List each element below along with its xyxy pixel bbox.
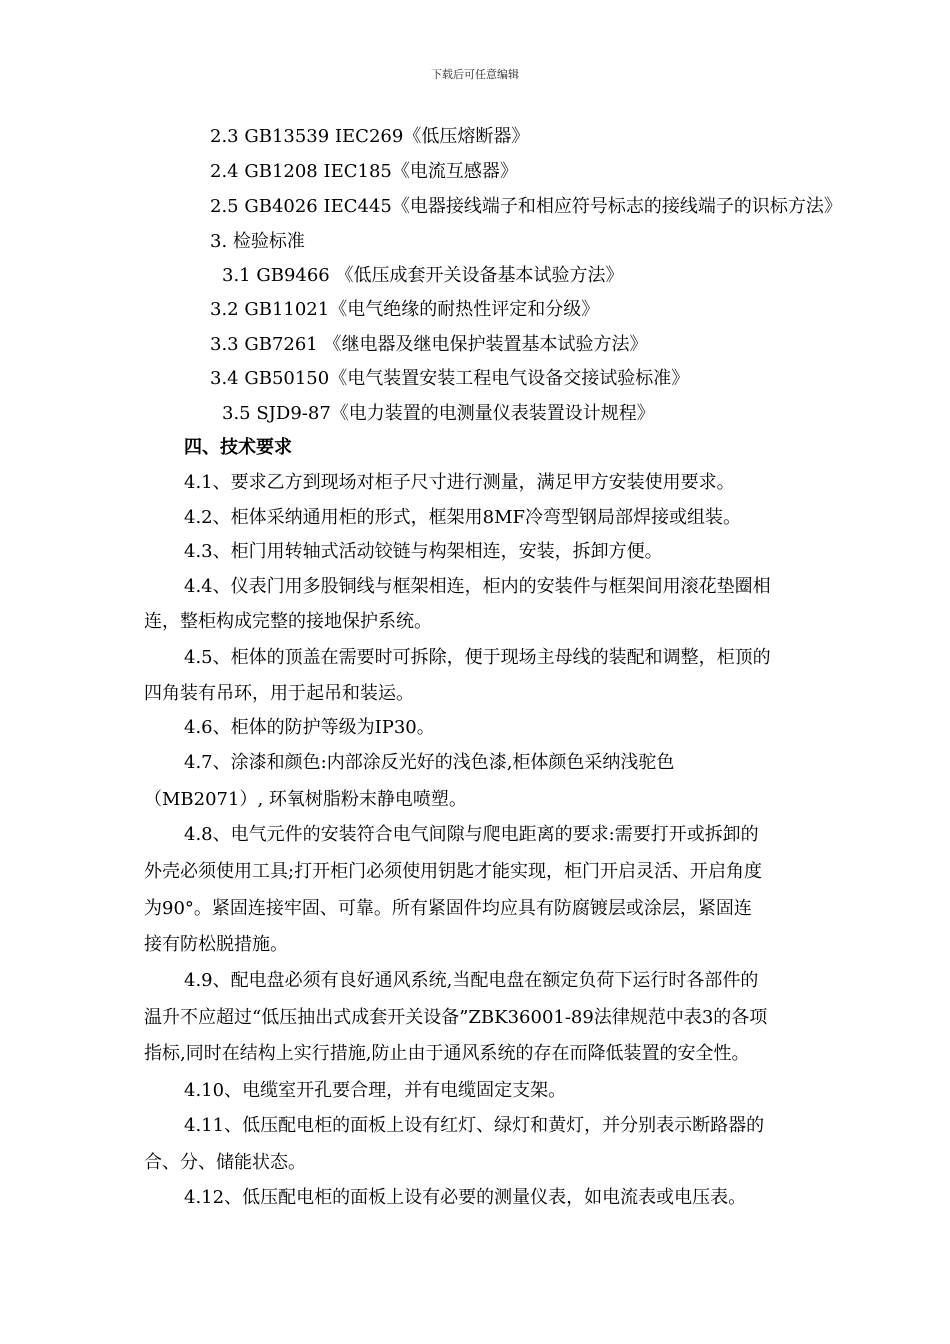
paragraph-line: 4.7、涂漆和颜色:内部涂反光好的浅色漆,柜体颜色采纳浅驼色	[184, 752, 675, 773]
paragraph-line: 4.6、柜体的防护等级为IP30。	[184, 717, 435, 738]
paragraph-line: 4.1、要求乙方到现场对柜子尺寸进行测量，满足甲方安装使用要求。	[184, 472, 735, 493]
paragraph-line: 指标,同时在结构上实行措施,防止由于通风系统的存在而降低装置的安全性。	[144, 1043, 750, 1064]
list-item: 3.3 GB7261 《继电器及继电保护装置基本试验方法》	[210, 334, 648, 355]
paragraph-line: 4.10、电缆室开孔要合理，并有电缆固定支架。	[184, 1080, 567, 1101]
paragraph-line: 接有防松脱措施。	[144, 934, 288, 955]
paragraph-line: 4.11、低压配电柜的面板上设有红灯、绿灯和黄灯，并分别表示断路器的	[184, 1115, 765, 1136]
paragraph-line: 4.2、柜体采纳通用柜的形式，框架用8MF冷弯型钢局部焊接或组装。	[184, 507, 741, 528]
list-item: 3.5 SJD9-87《电力装置的电测量仪表装置设计规程》	[222, 403, 655, 424]
paragraph-line: 4.9、配电盘必须有良好通风系统,当配电盘在额定负荷下运行时各部件的	[184, 970, 759, 991]
list-item: 3.1 GB9466 《低压成套开关设备基本试验方法》	[222, 265, 624, 286]
list-item: 3. 检验标准	[210, 231, 305, 252]
paragraph-line: 为90°。紧固连接牢固、可靠。所有紧固件均应具有防腐镀层或涂层，紧固连	[144, 898, 752, 919]
page-header: 下载后可任意编辑	[431, 68, 519, 81]
paragraph-line: 四角装有吊环，用于起吊和装运。	[144, 683, 414, 704]
paragraph-line: （MB2071）, 环氧树脂粉末静电喷塑。	[144, 789, 467, 810]
list-item: 2.4 GB1208 IEC185《电流互感器》	[210, 161, 518, 182]
paragraph-line: 4.3、柜门用转轴式活动铰链与构架相连，安装，拆卸方便。	[184, 541, 663, 562]
paragraph-line: 连，整柜构成完整的接地保护系统。	[144, 611, 432, 632]
paragraph-line: 外壳必须使用工具;打开柜门必须使用钥匙才能实现，柜门开启灵活、开启角度	[144, 861, 763, 882]
paragraph-line: 4.12、低压配电柜的面板上设有必要的测量仪表，如电流表或电压表。	[184, 1187, 747, 1208]
list-item: 2.3 GB13539 IEC269《低压熔断器》	[210, 126, 530, 147]
paragraph-line: 温升不应超过“低压抽出式成套开关设备”ZBK36001-89法律规范中表3的各项	[144, 1007, 768, 1028]
paragraph-line: 合、分、储能状态。	[144, 1152, 306, 1173]
list-item: 3.4 GB50150《电气装置安装工程电气设备交接试验标准》	[210, 368, 690, 389]
section-heading: 四、技术要求	[184, 437, 292, 458]
paragraph-line: 4.5、柜体的顶盖在需要时可拆除，便于现场主母线的装配和调整，柜顶的	[184, 647, 771, 668]
paragraph-line: 4.8、电气元件的安装符合电气间隙与爬电距离的要求:需要打开或拆卸的	[184, 824, 759, 845]
paragraph-line: 4.4、仪表门用多股铜线与框架相连，柜内的安装件与框架间用滚花垫圈相	[184, 576, 771, 597]
list-item: 3.2 GB11021《电气绝缘的耐热性评定和分级》	[210, 299, 600, 320]
list-item: 2.5 GB4026 IEC445《电器接线端子和相应符号标志的接线端子的识标方法》	[210, 196, 842, 217]
